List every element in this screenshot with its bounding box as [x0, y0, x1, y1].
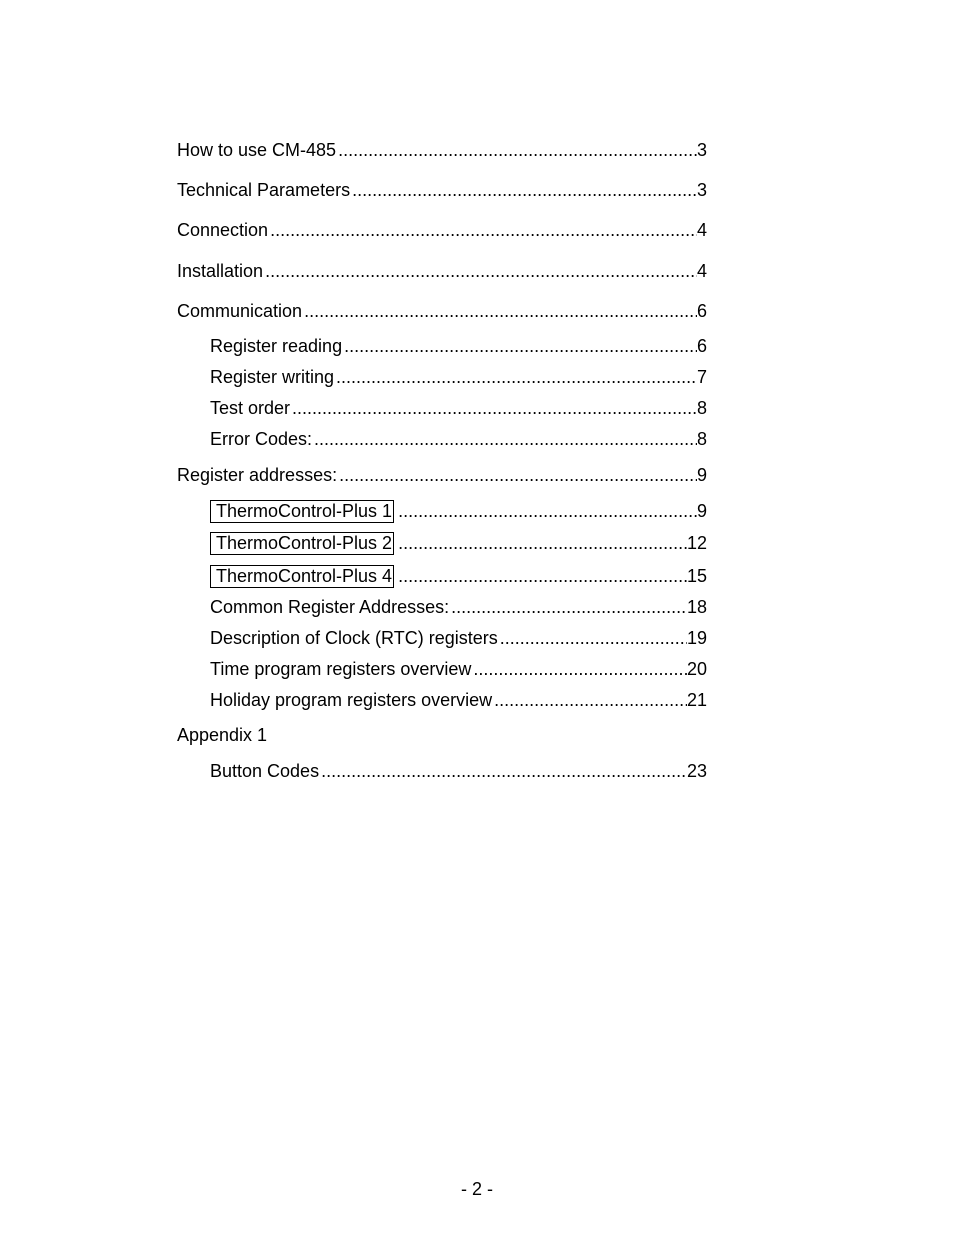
- toc-entry-title: Installation: [177, 261, 264, 281]
- page-number: - 2 -: [460, 1179, 493, 1199]
- toc-entry-title: Time program registers overview: [210, 659, 472, 679]
- toc-entry-page: 8: [696, 398, 707, 418]
- toc-entry-communication[interactable]: [177, 300, 707, 324]
- toc-dot-leader: [270, 219, 697, 241]
- toc-entry-installation[interactable]: [177, 260, 707, 284]
- toc-entry-register-reading[interactable]: [210, 335, 707, 359]
- toc-dot-leader: [398, 500, 697, 522]
- toc-entry-page: 19: [686, 628, 707, 648]
- toc-entry-title: Register reading: [210, 336, 343, 356]
- toc-entry-page: 18: [686, 597, 707, 617]
- toc-dot-leader: [339, 464, 697, 486]
- toc-dot-leader: [321, 760, 687, 782]
- toc-dot-leader: [344, 335, 697, 357]
- toc-entry-page: 21: [686, 690, 707, 710]
- toc-dot-leader: [398, 532, 687, 554]
- toc-entry-page: 8: [696, 429, 707, 449]
- toc-dot-leader: [494, 689, 687, 711]
- toc-entry-page: 9: [696, 501, 707, 521]
- toc-entry-title: Common Register Addresses:: [210, 597, 450, 617]
- toc-entry-title: Appendix 1: [177, 725, 268, 745]
- toc-entry-page: 6: [696, 301, 707, 321]
- toc-entry-page: 3: [696, 140, 707, 160]
- toc-entry-page: 6: [696, 336, 707, 356]
- toc-entry-page: 15: [686, 566, 707, 586]
- toc-dot-leader: [265, 260, 697, 282]
- toc-entry-thermocontrol-plus-4[interactable]: [210, 565, 707, 589]
- toc-entry-title-boxed: ThermoControl-Plus 2: [210, 532, 394, 555]
- toc-entry-title: Button Codes: [210, 761, 320, 781]
- toc-entry-time-program-registers[interactable]: [210, 658, 707, 682]
- toc-dot-leader: [473, 658, 687, 680]
- toc-entry-page: 9: [696, 465, 707, 485]
- toc-dot-leader: [500, 627, 687, 649]
- toc-entry-thermocontrol-plus-1[interactable]: [210, 500, 707, 524]
- toc-entry-page: 20: [686, 659, 707, 679]
- toc-entry-page: 4: [696, 261, 707, 281]
- toc-dot-leader: [336, 366, 697, 388]
- toc-entry-page: 7: [696, 367, 707, 387]
- toc-entry-title: Error Codes:: [210, 429, 313, 449]
- toc-entry-title: Test order: [210, 398, 291, 418]
- toc-entry-page: 23: [686, 761, 707, 781]
- toc-entry-title: How to use CM-485: [177, 140, 337, 160]
- toc-entry-title: Holiday program registers overview: [210, 690, 493, 710]
- toc-entry-technical-parameters[interactable]: [177, 179, 707, 203]
- toc-dot-leader: [304, 300, 697, 322]
- toc-entry-title-boxed: ThermoControl-Plus 4: [210, 565, 394, 588]
- toc-entry-title: Connection: [177, 220, 269, 240]
- toc-entry-register-writing[interactable]: [210, 366, 707, 390]
- toc-dot-leader: [314, 428, 697, 450]
- toc-entry-connection[interactable]: [177, 219, 707, 243]
- toc-entry-register-addresses[interactable]: [177, 464, 707, 488]
- toc-entry-title: Description of Clock (RTC) registers: [210, 628, 498, 648]
- toc-entry-button-codes[interactable]: [210, 760, 707, 784]
- toc-entry-title: Technical Parameters: [177, 180, 351, 200]
- toc-entry-test-order[interactable]: [210, 397, 707, 421]
- toc-entry-thermocontrol-plus-2[interactable]: [210, 532, 707, 556]
- toc-dot-leader: [352, 179, 697, 201]
- toc-dot-leader: [398, 565, 687, 587]
- toc-entry-title: Communication: [177, 301, 303, 321]
- toc-entry-appendix-1[interactable]: [177, 724, 707, 748]
- toc-entry-clock-registers[interactable]: [210, 627, 707, 651]
- toc-entry-page: 3: [696, 180, 707, 200]
- toc-entry-page: 4: [696, 220, 707, 240]
- toc-entry-how-to-use[interactable]: [177, 139, 707, 163]
- toc-dot-leader: [338, 139, 697, 161]
- toc-entry-common-register-addresses[interactable]: [210, 596, 707, 620]
- toc-entry-page: 12: [686, 533, 707, 553]
- toc-entry-holiday-program-registers[interactable]: [210, 689, 707, 713]
- toc-dot-leader: [451, 596, 687, 618]
- toc-dot-leader: [292, 397, 697, 419]
- toc-entry-title: Register addresses:: [177, 465, 338, 485]
- toc-entry-title: Register writing: [210, 367, 335, 387]
- toc-entry-title-boxed: ThermoControl-Plus 1: [210, 500, 394, 523]
- toc-entry-error-codes[interactable]: [210, 428, 707, 452]
